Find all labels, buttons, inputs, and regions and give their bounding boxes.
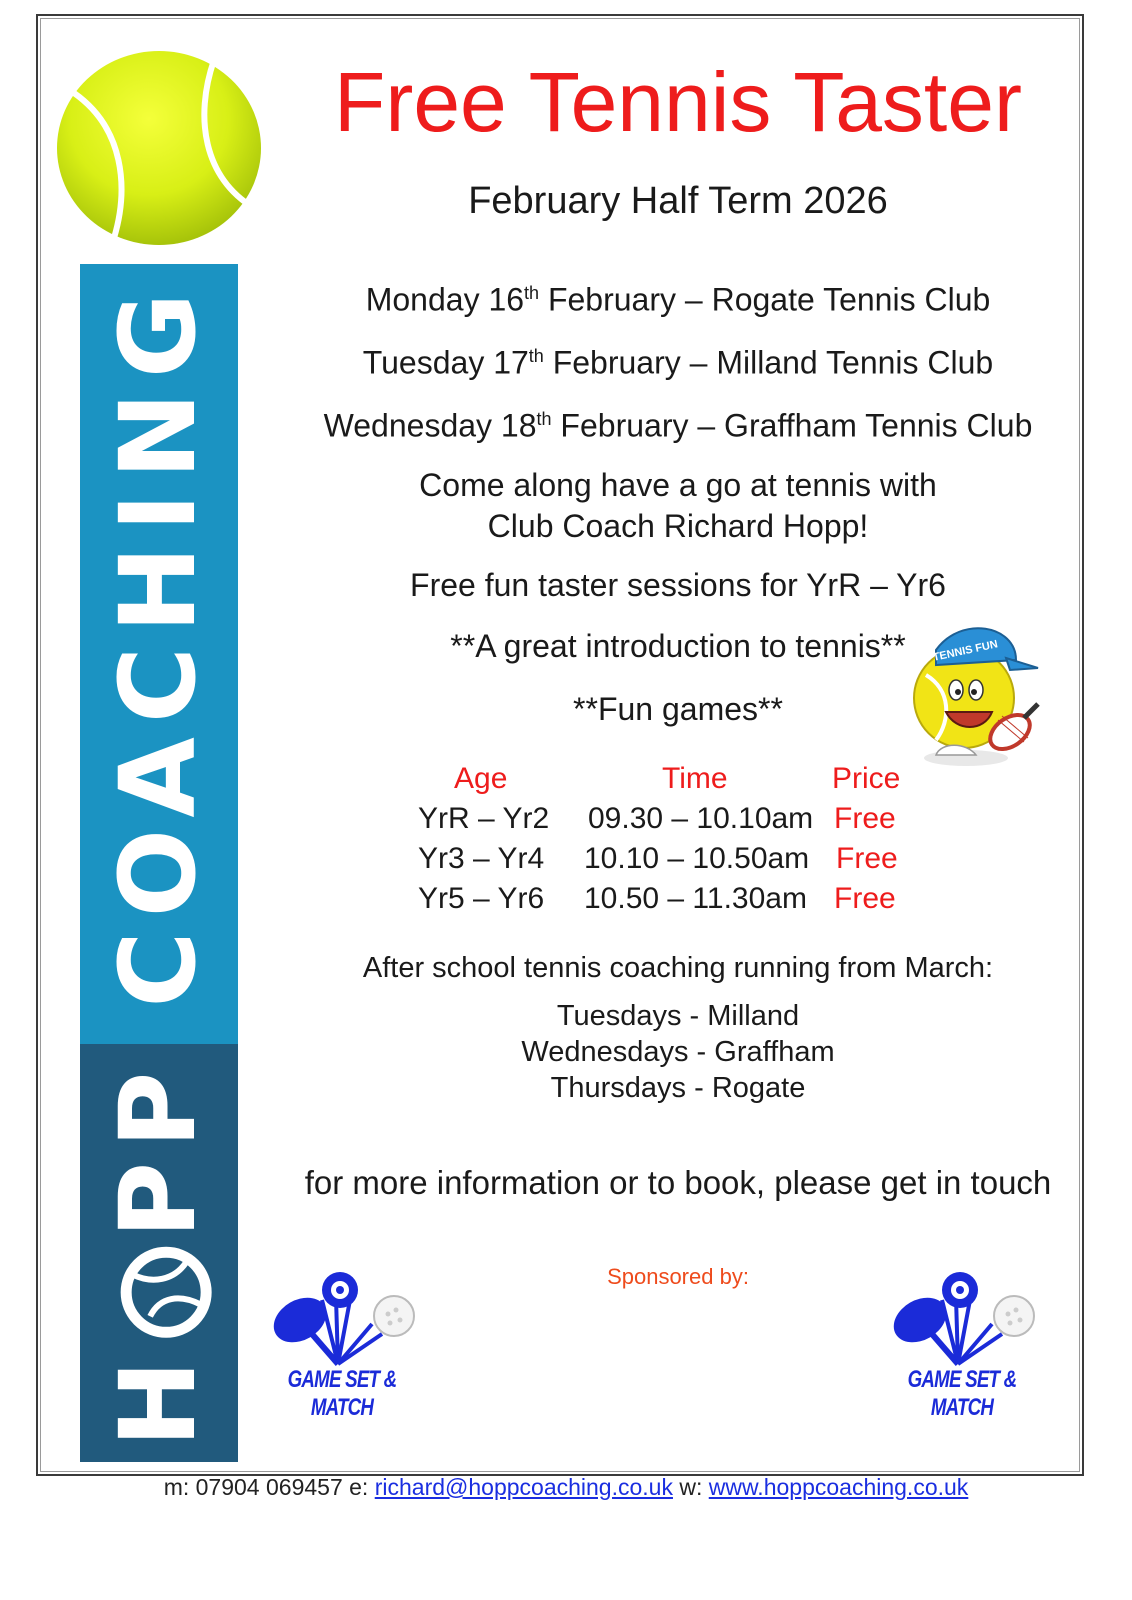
time-cell: 09.30 – 10.10am <box>588 802 814 835</box>
schedule-table <box>400 759 960 919</box>
date-line: Monday 16th February – Rogate Tennis Club <box>365 281 991 318</box>
sponsor-logo-right <box>882 1268 1042 1421</box>
website-link[interactable]: www.hoppcoaching.co.uk <box>708 1474 969 1500</box>
list-item: Thursdays - Rogate <box>550 1072 806 1104</box>
date-line: Wednesday 18th February – Graffham Tennis Club <box>323 407 1033 444</box>
racket-shuttle-ball-icon <box>882 1268 1042 1368</box>
price-cell: Free <box>834 882 896 915</box>
contact-text: for more information or to book, please get in touch <box>304 1164 1052 1201</box>
tennis-ball-icon <box>54 48 264 248</box>
age-cell: Yr5 – Yr6 <box>418 882 545 915</box>
table-row <box>400 879 960 919</box>
sponsored-label: Sponsored by: <box>607 1264 749 1289</box>
invitation-line-2: Club Coach Richard Hopp! <box>487 508 869 544</box>
email-link[interactable]: richard@hoppcoaching.co.uk <box>374 1474 673 1500</box>
banner-text-rest: PP COACHING <box>97 278 220 1239</box>
age-header: Age <box>454 762 508 795</box>
fun-games-text: **Fun games** <box>573 691 783 727</box>
invitation-text <box>268 465 1088 547</box>
sponsor-logo-text: GAME SET & MATCH <box>287 1366 397 1421</box>
table-row <box>400 839 960 879</box>
age-cell: Yr3 – Yr4 <box>418 842 545 875</box>
phone-number: 07904 069457 <box>195 1474 343 1500</box>
tennis-ball-mascot-icon <box>906 620 1046 770</box>
list-item: Tuesdays - Milland <box>556 1000 800 1032</box>
time-header: Time <box>662 762 728 795</box>
invitation-line-1: Come along have a go at tennis with <box>419 467 937 503</box>
table-row <box>400 799 960 839</box>
age-cell: YrR – Yr2 <box>418 802 550 835</box>
time-cell: 10.10 – 10.50am <box>584 842 810 875</box>
banner-text <box>97 278 220 1448</box>
racket-shuttle-ball-icon <box>262 1268 422 1368</box>
price-header: Price <box>832 762 901 795</box>
list-item: Wednesdays - Graffham <box>521 1036 835 1068</box>
after-school-list <box>268 998 1088 1106</box>
date-line: Tuesday 17th February – Milland Tennis Club <box>362 344 994 381</box>
page-title: Free Tennis Taster <box>334 55 1022 149</box>
sponsor-logo-left <box>262 1268 422 1421</box>
after-school-heading: After school tennis coaching running from March: <box>362 952 994 984</box>
intro-text: **A great introduction to tennis** <box>450 628 906 664</box>
page-subtitle: February Half Term 2026 <box>468 180 888 222</box>
price-cell: Free <box>836 842 898 875</box>
time-cell: 10.50 – 11.30am <box>584 882 807 915</box>
tennis-ball-o-icon <box>120 1246 212 1338</box>
hopp-coaching-banner <box>80 264 238 1462</box>
session-dates <box>268 270 1088 459</box>
sponsor-logo-text: GAME SET & MATCH <box>907 1366 1017 1421</box>
banner-text-h: H <box>97 1346 220 1448</box>
price-cell: Free <box>834 802 896 835</box>
sessions-text: Free fun taster sessions for YrR – Yr6 <box>410 567 946 603</box>
schedule-header-row <box>400 759 960 799</box>
svg-text:TENNIS FUN: TENNIS FUN <box>931 638 999 664</box>
contact-footer: m: 07904 069457 e: richard@hoppcoaching.co.uk w: www.hoppcoaching.co.uk <box>163 1474 969 1500</box>
